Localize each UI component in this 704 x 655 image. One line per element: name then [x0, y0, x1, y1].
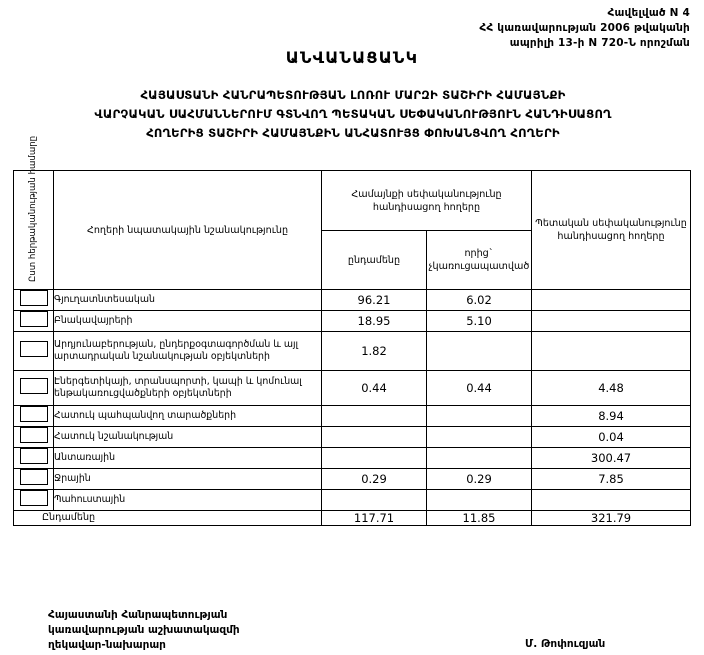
row-value-community-unbuilt [427, 406, 532, 427]
total-state: 321.79 [532, 511, 691, 526]
row-value-state [532, 490, 691, 511]
land-table [13, 135, 691, 526]
row-value-community-total [322, 427, 427, 448]
page-title: ԱՆՎԱՆԱՑԱՆԿ [285, 48, 419, 67]
table-header-row-1 [14, 171, 691, 231]
table-row [14, 290, 691, 311]
row-name: Բնակավայրերի [54, 311, 322, 332]
row-value-community-unbuilt: 6.02 [427, 290, 532, 311]
row-value-community-total [322, 490, 427, 511]
checkbox-icon[interactable] [20, 406, 48, 422]
row-index-box[interactable] [14, 490, 54, 511]
row-value-community-total [322, 406, 427, 427]
header-line-1: Հավելված N 4 [607, 7, 690, 19]
table-row [14, 332, 691, 371]
page-subtitle [36, 86, 670, 143]
document-header [479, 6, 690, 51]
row-value-state: 4.48 [532, 371, 691, 406]
row-index-box[interactable] [14, 311, 54, 332]
header-line-2: ՀՀ կառավարության 2006 թվականի [479, 22, 690, 34]
column-header-index-label: Ըստ հերթականության համարը [28, 135, 38, 282]
row-value-state: 300.47 [532, 448, 691, 469]
checkbox-icon[interactable] [20, 490, 48, 506]
row-index-box[interactable] [14, 406, 54, 427]
signature-line-1: Հայաստանի Հանրապետության [48, 609, 228, 621]
checkbox-icon[interactable] [20, 469, 48, 485]
row-value-community-unbuilt: 0.44 [427, 371, 532, 406]
checkbox-icon[interactable] [20, 311, 48, 327]
total-label: Ընդամենը [14, 511, 322, 526]
row-name: Գյուղատնտեսական [54, 290, 322, 311]
table-row [14, 448, 691, 469]
row-value-community-total [322, 448, 427, 469]
table-row [14, 490, 691, 511]
row-value-community-total: 1.82 [322, 332, 427, 371]
checkbox-icon[interactable] [20, 427, 48, 443]
signature-title [48, 608, 240, 653]
row-value-community-unbuilt: 5.10 [427, 311, 532, 332]
column-header-community: Համայնքի սեփականությունը հանդիսացող հողերը [322, 171, 532, 231]
row-name: Հատուկ պահպանվող տարածքների [54, 406, 322, 427]
table-total-row [14, 511, 691, 526]
subtitle-line-1: ՀԱՅԱՍՏԱՆԻ ՀԱՆՐԱՊԵՏՈՒԹՅԱՆ ԼՈՌՈՒ ՄԱՐԶԻ ՏԱՇԻՐԻ ՀԱՄԱՅՆՔԻ [140, 88, 566, 102]
row-index-box[interactable] [14, 448, 54, 469]
row-name: Պահուստային [54, 490, 322, 511]
row-name: Արդյունաբերության, ընդերքօգտագործման և այլ արտադրական նշանակության օբյեկտների [54, 332, 322, 371]
row-value-community-unbuilt: 0.29 [427, 469, 532, 490]
row-index-box[interactable] [14, 332, 54, 371]
land-table-wrapper [13, 135, 690, 526]
row-value-state [532, 311, 691, 332]
column-header-community-total: ընդամենը [322, 231, 427, 290]
row-value-state: 0.04 [532, 427, 691, 448]
column-header-community-unbuilt: որից` չկառուցապատված [427, 231, 532, 290]
column-header-state: Պետական սեփականությունը հանդիսացող հողերը [532, 171, 691, 290]
row-index-box[interactable] [14, 469, 54, 490]
row-value-community-unbuilt [427, 427, 532, 448]
table-row [14, 371, 691, 406]
row-value-state [532, 332, 691, 371]
column-header-name: Հողերի նպատակային նշանակությունը [54, 171, 322, 290]
table-row [14, 406, 691, 427]
row-name: Հատուկ նշանակության [54, 427, 322, 448]
row-name: Էներգետիկայի, տրանսպորտի, կապի և կոմունալ ենթակառուցվածքների օբյեկտների [54, 371, 322, 406]
checkbox-icon[interactable] [20, 290, 48, 306]
table-row [14, 427, 691, 448]
total-community-total: 117.71 [322, 511, 427, 526]
row-value-community-unbuilt [427, 332, 532, 371]
row-value-community-total: 0.44 [322, 371, 427, 406]
total-community-unbuilt: 11.85 [427, 511, 532, 526]
row-index-box[interactable] [14, 427, 54, 448]
row-value-state [532, 290, 691, 311]
row-value-community-total: 0.29 [322, 469, 427, 490]
row-index-box[interactable] [14, 290, 54, 311]
row-value-community-total: 96.21 [322, 290, 427, 311]
table-row [14, 311, 691, 332]
row-value-community-total: 18.95 [322, 311, 427, 332]
subtitle-line-2: ՎԱՐՉԱԿԱՆ ՍԱՀՄԱՆՆԵՐՈՒՄ ԳՏՆՎՈՂ ՊԵՏԱԿԱՆ ՍԵՓԱԿԱՆՈՒԹՅՈՒՆ ՀԱՆԴԻՍԱՑՈՂ [94, 107, 612, 121]
signature-line-3: ղեկավար-նախարար [48, 639, 166, 651]
row-name: Ջրային [54, 469, 322, 490]
row-name: Անտառային [54, 448, 322, 469]
checkbox-icon[interactable] [20, 448, 48, 464]
row-index-box[interactable] [14, 371, 54, 406]
signature-line-2: կառավարության աշխատակազմի [48, 624, 240, 636]
row-value-state: 8.94 [532, 406, 691, 427]
checkbox-icon[interactable] [20, 378, 48, 394]
checkbox-icon[interactable] [20, 341, 48, 357]
subtitle-line-3: ՀՈՂԵՐԻՑ ՏԱՇԻՐԻ ՀԱՄԱՅՆՔԻՆ ԱՆՀԱՏՈՒՅՑ ՓՈԽԱՆՑՎՈՂ ՀՈՂԵՐԻ [146, 126, 560, 140]
row-value-state: 7.85 [532, 469, 691, 490]
row-value-community-unbuilt [427, 448, 532, 469]
header-line-3: ապրիլի 13-ի N 720-Ն որոշման [509, 37, 690, 49]
signature-name: Մ. Թոփուզյան [525, 638, 606, 650]
table-row [14, 469, 691, 490]
column-header-index [14, 135, 54, 290]
row-value-community-unbuilt [427, 490, 532, 511]
